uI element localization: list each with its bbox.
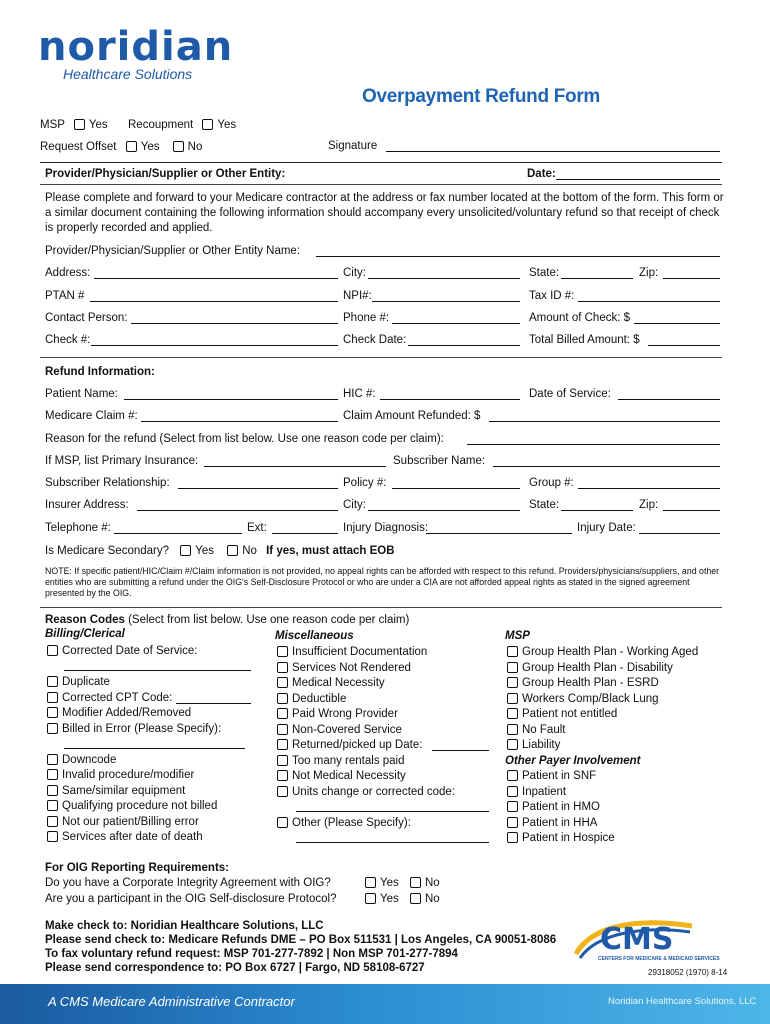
misc-item xyxy=(277,677,385,689)
insurer-address-label: Insurer Address: xyxy=(45,499,129,511)
msp-item xyxy=(507,662,673,674)
claim-label: Medicare Claim #: xyxy=(45,410,138,422)
relationship-field[interactable] xyxy=(178,488,338,489)
npi-label: NPI#: xyxy=(343,290,372,302)
oig-q2-options xyxy=(365,893,440,905)
misc-item xyxy=(277,724,402,736)
telephone-label: Telephone #: xyxy=(45,522,111,534)
checkbox[interactable] xyxy=(507,817,518,828)
checkbox[interactable] xyxy=(507,646,518,657)
misc-item-label: Other (Please Specify): xyxy=(292,817,411,829)
billing-item-label: Not our patient/Billing error xyxy=(62,816,199,828)
msp-insurance-label: If MSP, list Primary Insurance: xyxy=(45,455,199,467)
subscriber-field[interactable] xyxy=(493,466,720,467)
other-payer-item-label: Inpatient xyxy=(522,786,567,798)
offset-yes-checkbox[interactable] xyxy=(126,141,137,152)
checkbox[interactable] xyxy=(277,739,288,750)
msp-item-label: Liability xyxy=(522,739,561,751)
ext-field[interactable] xyxy=(272,533,338,534)
insurer-city-field[interactable] xyxy=(368,510,520,511)
msp-item-label: Group Health Plan - ESRD xyxy=(522,677,659,689)
billing-item-label: Corrected CPT Code: xyxy=(62,692,173,704)
zip-field[interactable] xyxy=(663,278,720,279)
checkbox[interactable] xyxy=(277,755,288,766)
group-field[interactable] xyxy=(578,488,720,489)
checkbox[interactable] xyxy=(277,817,288,828)
phone-field[interactable] xyxy=(392,323,520,324)
misc-item xyxy=(277,662,411,674)
msp-yes-checkbox[interactable] xyxy=(74,119,85,130)
msp-item xyxy=(507,724,565,736)
reason-codes-title: Reason Codes xyxy=(45,614,125,626)
checkbox[interactable] xyxy=(47,816,58,827)
other-payer-item xyxy=(507,832,615,844)
msp-item xyxy=(507,739,560,751)
injury-diagnosis-field[interactable] xyxy=(426,533,572,534)
misc-item-label: Returned/picked up Date: xyxy=(292,739,423,751)
misc-item xyxy=(277,646,427,658)
checkbox[interactable] xyxy=(47,800,58,811)
claim-field[interactable] xyxy=(141,421,338,422)
billing-item-label: Modifier Added/Removed xyxy=(62,707,192,719)
corrected-dos-field[interactable] xyxy=(64,670,251,671)
form-code: 29318052 (1970) 8-14 xyxy=(648,968,728,977)
checkbox[interactable] xyxy=(277,646,288,657)
billing-item xyxy=(47,769,194,781)
checkbox[interactable] xyxy=(47,769,58,780)
checkbox[interactable] xyxy=(277,770,288,781)
misc-item xyxy=(277,739,422,751)
injury-diagnosis-label: Injury Diagnosis: xyxy=(343,522,429,534)
phone-label: Phone #: xyxy=(343,312,390,324)
checkbox[interactable] xyxy=(507,770,518,781)
secondary-no-label: No xyxy=(242,545,257,557)
policy-field[interactable] xyxy=(392,488,520,489)
billing-item xyxy=(47,645,198,657)
appeal-note: NOTE: If specific patient/HIC/Claim #/Claim information is not provided, no appeal rights can be afforded with respect to this refund. Providers/physicians/suppliers, and other entities who are submitting a refund under the OIG's Self-Disclosure Protocol or who are under a CIA are not afforded appeal rights as stated in the signed agreement presented by the OIG. xyxy=(45,566,720,598)
eob-note: If yes, must attach EOB xyxy=(266,545,395,557)
checkbox[interactable] xyxy=(277,786,288,797)
billed-error-field[interactable] xyxy=(64,748,245,749)
injury-date-label: Injury Date: xyxy=(577,522,636,534)
checkbox[interactable] xyxy=(47,785,58,796)
policy-label: Policy #: xyxy=(343,477,387,489)
refund-heading: Refund Information: xyxy=(45,366,155,378)
billing-item xyxy=(47,816,199,828)
reason-label: Reason for the refund (Select from list below. Use one reason code per claim): xyxy=(45,433,444,445)
footer-right-text: Noridian Healthcare Solutions, LLC xyxy=(608,996,757,1007)
cms-subtitle: CENTERS FOR MEDICARE & MEDICAID SERVICES xyxy=(598,956,720,962)
misc-item-label: Non-Covered Service xyxy=(292,724,402,736)
insurer-address-field[interactable] xyxy=(137,510,338,511)
correspondence-line: Please send correspondence to: PO Box 6727 | Fargo, ND 58108-6727 xyxy=(45,962,425,974)
checkbox[interactable] xyxy=(47,692,58,703)
footer-left-text: A CMS Medicare Administrative Contractor xyxy=(48,994,295,1009)
yes-label: Yes xyxy=(380,893,399,905)
units-change-field[interactable] xyxy=(296,811,489,812)
divider xyxy=(40,607,722,608)
check-label: Check #: xyxy=(45,334,91,346)
billing-item-label: Duplicate xyxy=(62,676,110,688)
msp-item-label: Workers Comp/Black Lung xyxy=(522,693,659,705)
oig-q2-no-checkbox[interactable] xyxy=(410,893,421,904)
secondary-yes-label: Yes xyxy=(195,545,214,557)
fax-line: To fax voluntary refund request: MSP 701-277-7892 | Non MSP 701-277-7894 xyxy=(45,948,458,960)
yes-label: Yes xyxy=(380,877,399,889)
billing-item xyxy=(47,800,217,812)
msp-item-label: No Fault xyxy=(522,724,566,736)
state-field[interactable] xyxy=(561,278,633,279)
misc-item-label: Paid Wrong Provider xyxy=(292,708,398,720)
billing-item xyxy=(47,723,221,735)
npi-field[interactable] xyxy=(372,301,520,302)
checkbox[interactable] xyxy=(507,801,518,812)
check-field[interactable] xyxy=(91,345,338,346)
no-label: No xyxy=(424,877,440,889)
request-offset-label: Request Offset xyxy=(40,141,117,153)
total-billed-label: Total Billed Amount: $ xyxy=(529,334,640,346)
oig-q2-yes-checkbox[interactable] xyxy=(365,893,376,904)
dos-label: Date of Service: xyxy=(529,388,611,400)
address-label: Address: xyxy=(45,267,91,279)
misc-title: Miscellaneous xyxy=(275,630,354,642)
other-payer-item-label: Patient in SNF xyxy=(522,770,597,782)
billing-item-label: Qualifying procedure not billed xyxy=(62,800,218,812)
recoupment-yes-checkbox[interactable] xyxy=(202,119,213,130)
misc-item xyxy=(277,817,411,829)
checkbox[interactable] xyxy=(47,754,58,765)
recoupment-label: Recoupment xyxy=(128,119,194,131)
state-label: State: xyxy=(529,267,560,279)
checkbox[interactable] xyxy=(507,662,518,673)
date-label: Date: xyxy=(527,168,556,180)
oig-q1-yes-checkbox[interactable] xyxy=(365,877,376,888)
cms-wordmark: CMS xyxy=(600,922,674,957)
other-payer-item xyxy=(507,801,600,813)
city-label: City: xyxy=(343,267,366,279)
claim-amount-field[interactable] xyxy=(489,421,720,422)
hic-label: HIC #: xyxy=(343,388,376,400)
checkbox[interactable] xyxy=(277,693,288,704)
insurer-zip-label: Zip: xyxy=(639,499,659,511)
checkbox[interactable] xyxy=(507,832,518,843)
checkbox[interactable] xyxy=(507,693,518,704)
offset-no-checkbox[interactable] xyxy=(173,141,184,152)
secondary-row xyxy=(45,545,395,557)
reason-field[interactable] xyxy=(467,444,720,445)
other-payer-item xyxy=(507,770,596,782)
misc-item-label: Too many rentals paid xyxy=(292,755,405,767)
reason-codes-heading xyxy=(45,614,409,626)
other-payer-item-label: Patient in HMO xyxy=(522,801,600,813)
msp-item-label: Group Health Plan - Working Aged xyxy=(522,646,699,658)
insurer-zip-field[interactable] xyxy=(663,510,720,511)
misc-item xyxy=(277,708,398,720)
checkbox[interactable] xyxy=(47,723,58,734)
city-field[interactable] xyxy=(368,278,520,279)
oig-q1-options xyxy=(365,877,440,889)
msp-item xyxy=(507,646,698,658)
ptan-label: PTAN # xyxy=(45,290,85,302)
other-specify-field[interactable] xyxy=(296,842,489,843)
amount-check-field[interactable] xyxy=(634,323,720,324)
insurer-state-label: State: xyxy=(529,499,560,511)
other-payer-item xyxy=(507,786,566,798)
insurer-state-field[interactable] xyxy=(561,510,633,511)
oig-q2: Are you a participant in the OIG Self-disclosure Protocol? xyxy=(45,893,337,905)
checkbox[interactable] xyxy=(47,676,58,687)
misc-item-label: Medical Necessity xyxy=(292,677,385,689)
logo-subtitle: Healthcare Solutions xyxy=(63,66,193,82)
offset-no-label: No xyxy=(187,141,203,153)
billing-item xyxy=(47,707,191,719)
address-field[interactable] xyxy=(94,278,338,279)
date-line[interactable] xyxy=(556,179,720,180)
group-label: Group #: xyxy=(529,477,574,489)
patient-label: Patient Name: xyxy=(45,388,118,400)
check-date-label: Check Date: xyxy=(343,334,407,346)
divider xyxy=(40,357,722,358)
divider xyxy=(40,184,722,185)
contact-field[interactable] xyxy=(131,323,338,324)
checkbox[interactable] xyxy=(507,724,518,735)
contact-label: Contact Person: xyxy=(45,312,128,324)
checkbox[interactable] xyxy=(277,662,288,673)
checkbox[interactable] xyxy=(507,739,518,750)
ptan-field[interactable] xyxy=(90,301,338,302)
billing-item-label: Services after date of death xyxy=(62,831,203,843)
make-check-line: Make check to: Noridian Healthcare Solutions, LLC xyxy=(45,920,324,932)
taxid-label: Tax ID #: xyxy=(529,290,575,302)
relationship-label: Subscriber Relationship: xyxy=(45,477,170,489)
msp-item-label: Patient not entitled xyxy=(522,708,618,720)
misc-item-label: Not Medical Necessity xyxy=(292,770,406,782)
checkbox[interactable] xyxy=(47,645,58,656)
billing-item xyxy=(47,831,203,843)
send-check-line: Please send check to: Medicare Refunds DME – PO Box 511531 | Los Angeles, CA 90051-8086 xyxy=(45,934,557,946)
misc-item-label: Services Not Rendered xyxy=(292,662,411,674)
entity-name-label: Provider/Physician/Supplier or Other Entity Name: xyxy=(45,245,301,257)
claim-amount-label: Claim Amount Refunded: $ xyxy=(343,410,481,422)
checkbox[interactable] xyxy=(507,677,518,688)
msp-title: MSP xyxy=(505,630,530,642)
hic-field[interactable] xyxy=(380,399,520,400)
reason-codes-instruction: (Select from list below. Use one reason code per claim) xyxy=(124,614,410,626)
checkbox[interactable] xyxy=(277,724,288,735)
intro-paragraph: Please complete and forward to your Medicare contractor at the address or fax number located at the bottom of the form. This form or a similar document containing the following information should accompany every unsolicited/voluntary refund so that receipt of check is properly recorded and applied. xyxy=(45,192,724,234)
check-date-field[interactable] xyxy=(408,345,520,346)
msp-item xyxy=(507,708,617,720)
recoupment-yes-label: Yes xyxy=(217,119,237,131)
telephone-field[interactable] xyxy=(114,533,242,534)
misc-item xyxy=(277,693,346,705)
dos-field[interactable] xyxy=(618,399,720,400)
secondary-yes-checkbox[interactable] xyxy=(180,545,191,556)
billing-item xyxy=(47,692,172,704)
secondary-no-checkbox[interactable] xyxy=(227,545,238,556)
oig-q1-no-checkbox[interactable] xyxy=(410,877,421,888)
oig-heading: For OIG Reporting Requirements: xyxy=(45,862,230,874)
request-offset-row xyxy=(40,141,202,153)
msp-yes-label: Yes xyxy=(88,119,108,131)
no-label: No xyxy=(424,893,440,905)
oig-q1: Do you have a Corporate Integrity Agreement with OIG? xyxy=(45,877,331,889)
divider xyxy=(40,162,722,163)
page-title: Overpayment Refund Form xyxy=(362,86,601,107)
offset-yes-label: Yes xyxy=(140,141,160,153)
checkbox[interactable] xyxy=(507,708,518,719)
misc-item-label: Deductible xyxy=(292,693,347,705)
entity-heading: Provider/Physician/Supplier or Other Entity: xyxy=(45,168,286,180)
billing-item-label: Downcode xyxy=(62,754,117,766)
zip-label: Zip: xyxy=(639,267,659,279)
misc-item-label: Units change or corrected code: xyxy=(292,786,456,798)
patient-field[interactable] xyxy=(124,399,338,400)
injury-date-field[interactable] xyxy=(639,533,720,534)
ext-label: Ext: xyxy=(247,522,267,534)
secondary-label: Is Medicare Secondary? xyxy=(45,545,170,557)
signature-label: Signature xyxy=(328,140,378,152)
corrected-cpt-field[interactable] xyxy=(176,703,251,704)
msp-item-label: Group Health Plan - Disability xyxy=(522,662,673,674)
other-payer-item-label: Patient in HHA xyxy=(522,817,598,829)
subscriber-label: Subscriber Name: xyxy=(393,455,486,467)
checkbox[interactable] xyxy=(277,677,288,688)
billing-title: Billing/Clerical xyxy=(45,628,125,640)
other-payer-title: Other Payer Involvement xyxy=(505,755,641,767)
taxid-field[interactable] xyxy=(578,301,720,302)
billing-item-label: Corrected Date of Service: xyxy=(62,645,198,657)
billing-item xyxy=(47,785,185,797)
misc-item xyxy=(277,770,406,782)
msp-row xyxy=(40,119,108,131)
msp-item xyxy=(507,677,659,689)
signature-line[interactable] xyxy=(386,151,720,152)
misc-item xyxy=(277,786,455,798)
billing-item-label: Same/similar equipment xyxy=(62,785,186,797)
logo-wordmark: noridian xyxy=(38,24,234,70)
insurer-city-label: City: xyxy=(343,499,366,511)
amount-check-label: Amount of Check: $ xyxy=(529,312,630,324)
checkbox[interactable] xyxy=(47,831,58,842)
other-payer-item-label: Patient in Hospice xyxy=(522,832,615,844)
total-billed-field[interactable] xyxy=(648,345,720,346)
checkbox[interactable] xyxy=(507,786,518,797)
billing-item xyxy=(47,676,110,688)
checkbox[interactable] xyxy=(47,707,58,718)
billing-item-label: Invalid procedure/modifier xyxy=(62,769,195,781)
checkbox[interactable] xyxy=(277,708,288,719)
msp-item xyxy=(507,693,659,705)
msp-label: MSP xyxy=(40,119,65,131)
msp-insurance-field[interactable] xyxy=(204,466,386,467)
entity-name-field[interactable] xyxy=(316,256,720,257)
noridian-logo xyxy=(38,24,233,70)
returned-date-field[interactable] xyxy=(432,750,489,751)
recoupment-row xyxy=(128,119,236,131)
billing-item xyxy=(47,754,116,766)
misc-item xyxy=(277,755,405,767)
other-payer-item xyxy=(507,817,597,829)
billing-item-label: Billed in Error (Please Specify): xyxy=(62,723,222,735)
misc-item-label: Insufficient Documentation xyxy=(292,646,428,658)
